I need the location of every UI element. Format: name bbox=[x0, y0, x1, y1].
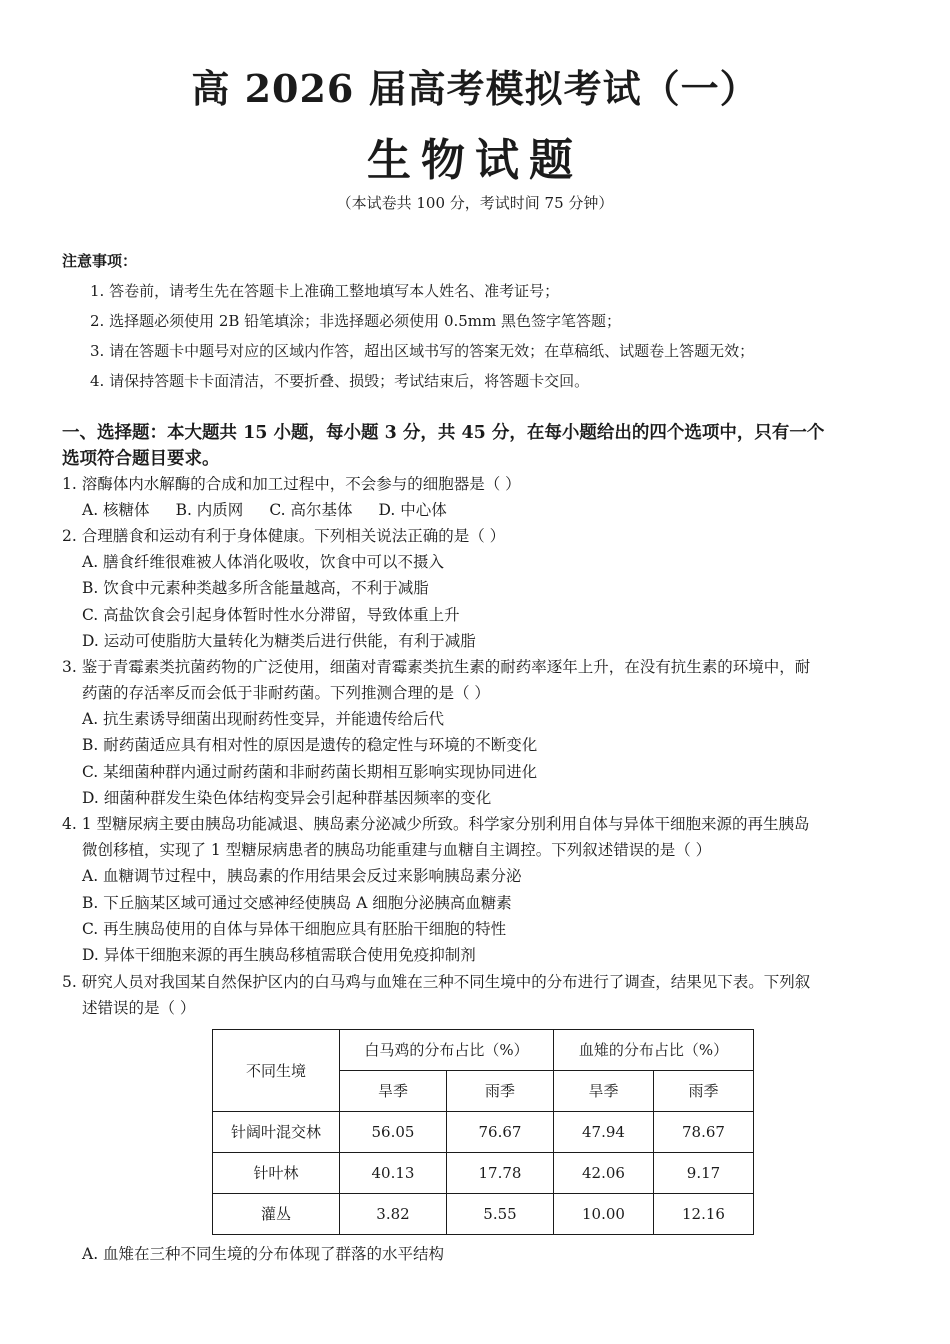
option-a: A. 抗生素诱导细菌出现耐药性变异，并能遗传给后代 bbox=[82, 710, 445, 729]
option-b: B. 内质网 bbox=[175, 501, 244, 519]
option-b: B. 下丘脑某区域可通过交感神经使胰岛 A 细胞分泌胰高血糖素 bbox=[82, 893, 512, 912]
table-habitat-cell: 针阔叶混交林 bbox=[213, 1111, 340, 1152]
question-stem: 述错误的是（ ） bbox=[82, 998, 196, 1017]
table-cell: 76.67 bbox=[447, 1111, 554, 1152]
table-cell: 42.06 bbox=[554, 1152, 654, 1193]
option-a: A. 血糖调节过程中，胰岛素的作用结果会反过来影响胰岛素分泌 bbox=[82, 867, 522, 886]
notice-item: 1. 答卷前，请考生先在答题卡上准确工整地填写本人姓名、准考证号； bbox=[90, 282, 560, 300]
table-cell: 3.82 bbox=[340, 1193, 447, 1234]
option-b: B. 耐药菌适应具有相对性的原因是遗传的稳定性与环境的不断变化 bbox=[82, 736, 538, 755]
table-group-header: 血雉的分布占比（%） bbox=[554, 1029, 754, 1070]
question-stem: 药菌的存活率反而会低于非耐药菌。下列推测合理的是（ ） bbox=[82, 684, 490, 703]
question-stem: 5. 研究人员对我国某自然保护区内的白马鸡与血雉在三种不同生境中的分布进行了调查，结果见下表。下列叙 bbox=[62, 972, 811, 991]
question-stem: 3. 鉴于青霉素类抗菌药物的广泛使用，细菌对青霉素类抗生素的耐药率逐年上升，在没有抗生素的环境中，耐 bbox=[62, 658, 811, 677]
option-d: D. 中心体 bbox=[378, 501, 447, 519]
table-row bbox=[213, 1152, 754, 1193]
table-cell: 10.00 bbox=[554, 1193, 654, 1234]
table-row bbox=[213, 1111, 754, 1152]
notice-item: 4. 请保持答题卡卡面清洁，不要折叠、损毁；考试结束后，将答题卡交回。 bbox=[90, 372, 590, 390]
question-5 bbox=[62, 969, 902, 1267]
table-subheader: 旱季 bbox=[554, 1070, 654, 1111]
question-list bbox=[62, 471, 902, 1267]
table-corner-cell: 不同生境 bbox=[213, 1029, 340, 1111]
table-cell: 12.16 bbox=[654, 1193, 754, 1234]
option-c: C. 某细菌种群内通过耐药菌和非耐药菌长期相互影响实现协同进化 bbox=[82, 762, 538, 781]
table-cell: 9.17 bbox=[654, 1152, 754, 1193]
distribution-table bbox=[212, 1029, 754, 1235]
question-2 bbox=[62, 523, 902, 654]
question-stem: 2. 合理膳食和运动有利于身体健康。下列相关说法正确的是（ ） bbox=[62, 527, 506, 545]
notice-item: 2. 选择题必须使用 2B 铅笔填涂；非选择题必须使用 0.5mm 黑色签字笔答题； bbox=[90, 312, 622, 330]
subject-title: 生物试题 bbox=[367, 135, 583, 186]
notice-heading: 注意事项： bbox=[62, 252, 138, 270]
option-a: A. 膳食纤维很难被人体消化吸收，饮食中可以不摄入 bbox=[82, 553, 445, 571]
option-a: A. 核糖体 bbox=[82, 501, 150, 519]
section-heading bbox=[62, 420, 902, 472]
table-cell: 40.13 bbox=[340, 1152, 447, 1193]
option-a: A. 血雉在三种不同生境的分布体现了群落的水平结构 bbox=[82, 1244, 445, 1263]
table-habitat-cell: 灌丛 bbox=[213, 1193, 340, 1234]
table-cell: 5.55 bbox=[447, 1193, 554, 1234]
table-subheader: 雨季 bbox=[447, 1070, 554, 1111]
table-cell: 78.67 bbox=[654, 1111, 754, 1152]
section-heading-line: 一、选择题：本大题共 15 小题，每小题 3 分，共 45 分，在每小题给出的四个选项中，只有一个 bbox=[62, 423, 825, 443]
exam-title: 高 2026 届高考模拟考试（一） bbox=[191, 66, 759, 111]
option-c: C. 高盐饮食会引起身体暂时性水分滞留，导致体重上升 bbox=[82, 605, 460, 624]
table-cell: 47.94 bbox=[554, 1111, 654, 1152]
question-stem: 微创移植，实现了 1 型糖尿病患者的胰岛功能重建与血糖自主调控。下列叙述错误的是（ ） bbox=[82, 841, 712, 860]
table-row bbox=[213, 1193, 754, 1234]
exam-info: （本试卷共 100 分，考试时间 75 分钟） bbox=[336, 194, 614, 212]
table-subheader: 雨季 bbox=[654, 1070, 754, 1111]
option-c: C. 再生胰岛使用的自体与异体干细胞应具有胚胎干细胞的特性 bbox=[82, 919, 507, 938]
question-1 bbox=[62, 471, 902, 523]
option-d: D. 运动可使脂肪大量转化为糖类后进行供能，有利于减脂 bbox=[82, 631, 476, 650]
table-group-header: 白马鸡的分布占比（%） bbox=[340, 1029, 554, 1070]
option-c: C. 高尔基体 bbox=[269, 501, 353, 519]
question-4 bbox=[62, 811, 902, 968]
question-3 bbox=[62, 654, 902, 811]
table-habitat-cell: 针叶林 bbox=[213, 1152, 340, 1193]
question-stem: 4. 1 型糖尿病主要由胰岛功能减退、胰岛素分泌减少所致。科学家分别利用自体与异体干细胞来源的再生胰岛 bbox=[62, 815, 810, 834]
section-heading-line: 选项符合题目要求。 bbox=[62, 449, 220, 469]
option-b: B. 饮食中元素种类越多所含能量越高，不利于减脂 bbox=[82, 579, 429, 598]
notice-section bbox=[62, 250, 902, 396]
table-header-row bbox=[213, 1029, 754, 1070]
option-d: D. 异体干细胞来源的再生胰岛移植需联合使用免疫抑制剂 bbox=[82, 946, 476, 965]
option-d: D. 细菌种群发生染色体结构变异会引起种群基因频率的变化 bbox=[82, 789, 492, 808]
option-row bbox=[62, 497, 902, 523]
question-stem: 1. 溶酶体内水解酶的合成和加工过程中，不会参与的细胞器是（ ） bbox=[62, 475, 521, 493]
table-cell: 56.05 bbox=[340, 1111, 447, 1152]
table-subheader: 旱季 bbox=[340, 1070, 447, 1111]
notice-item: 3. 请在答题卡中题号对应的区域内作答，超出区域书写的答案无效；在草稿纸、试题卷上答题无效； bbox=[90, 342, 755, 360]
table-cell: 17.78 bbox=[447, 1152, 554, 1193]
